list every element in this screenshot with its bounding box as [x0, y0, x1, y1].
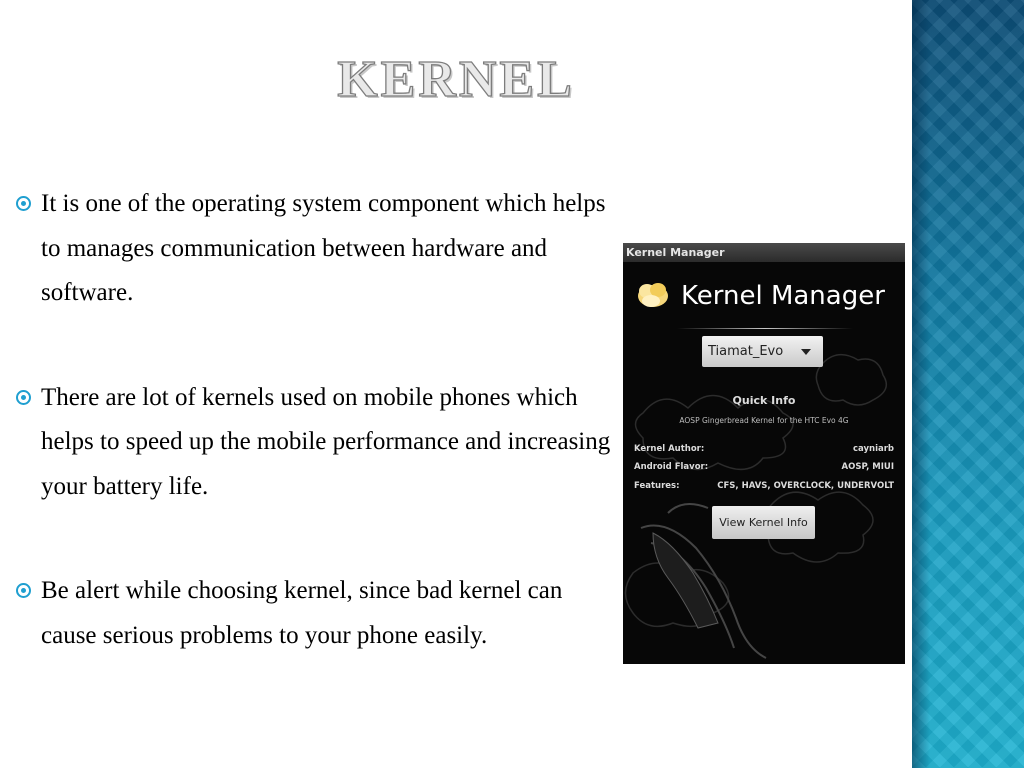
info-value: CFS, HAVS, OVERCLOCK, UNDERVOLT: [717, 481, 894, 491]
decorative-side-band: [912, 0, 1024, 768]
view-kernel-info-button[interactable]: View Kernel Info: [712, 506, 815, 539]
info-label: Android Flavor:: [634, 462, 709, 472]
info-row-author: [634, 444, 894, 458]
bullet-text: There are lot of kernels used on mobile phones which helps to speed up the mobile performance and increasing your battery life.: [41, 383, 611, 500]
header-divider: [677, 328, 853, 329]
info-label: Features:: [634, 481, 680, 491]
bullet-item: [14, 376, 614, 510]
info-row-flavor: [634, 462, 894, 476]
target-bullet-icon: [16, 583, 31, 598]
info-label: Kernel Author:: [634, 444, 705, 454]
slide-title: KERNEL: [337, 51, 575, 108]
kernel-select-value: Tiamat_Evo: [708, 344, 784, 359]
bullet-item: [14, 182, 614, 316]
kernel-manager-screenshot: [623, 243, 905, 664]
chevron-down-icon: [801, 349, 811, 355]
kernel-select[interactable]: [702, 336, 823, 367]
cloud-logo-icon: [635, 279, 671, 311]
quick-info-title: Quick Info: [732, 394, 796, 407]
info-row-features: [634, 481, 894, 495]
quick-info-subtitle: AOSP Gingerbread Kernel for the HTC Evo 4G: [679, 416, 849, 425]
target-bullet-icon: [16, 196, 31, 211]
target-bullet-icon: [16, 390, 31, 405]
bullet-text: Be alert while choosing kernel, since bad kernel can cause serious problems to your phone easily.: [41, 577, 563, 649]
app-title: Kernel Manager: [681, 281, 885, 311]
bullet-list: [14, 182, 614, 658]
info-value: AOSP, MIUI: [841, 462, 894, 472]
bullet-item: [14, 569, 614, 658]
status-bar: Kernel Manager: [623, 243, 905, 262]
info-value: cayniarb: [852, 444, 894, 454]
bullet-text: It is one of the operating system component which helps to manages communication between hardware and software.: [41, 190, 606, 306]
